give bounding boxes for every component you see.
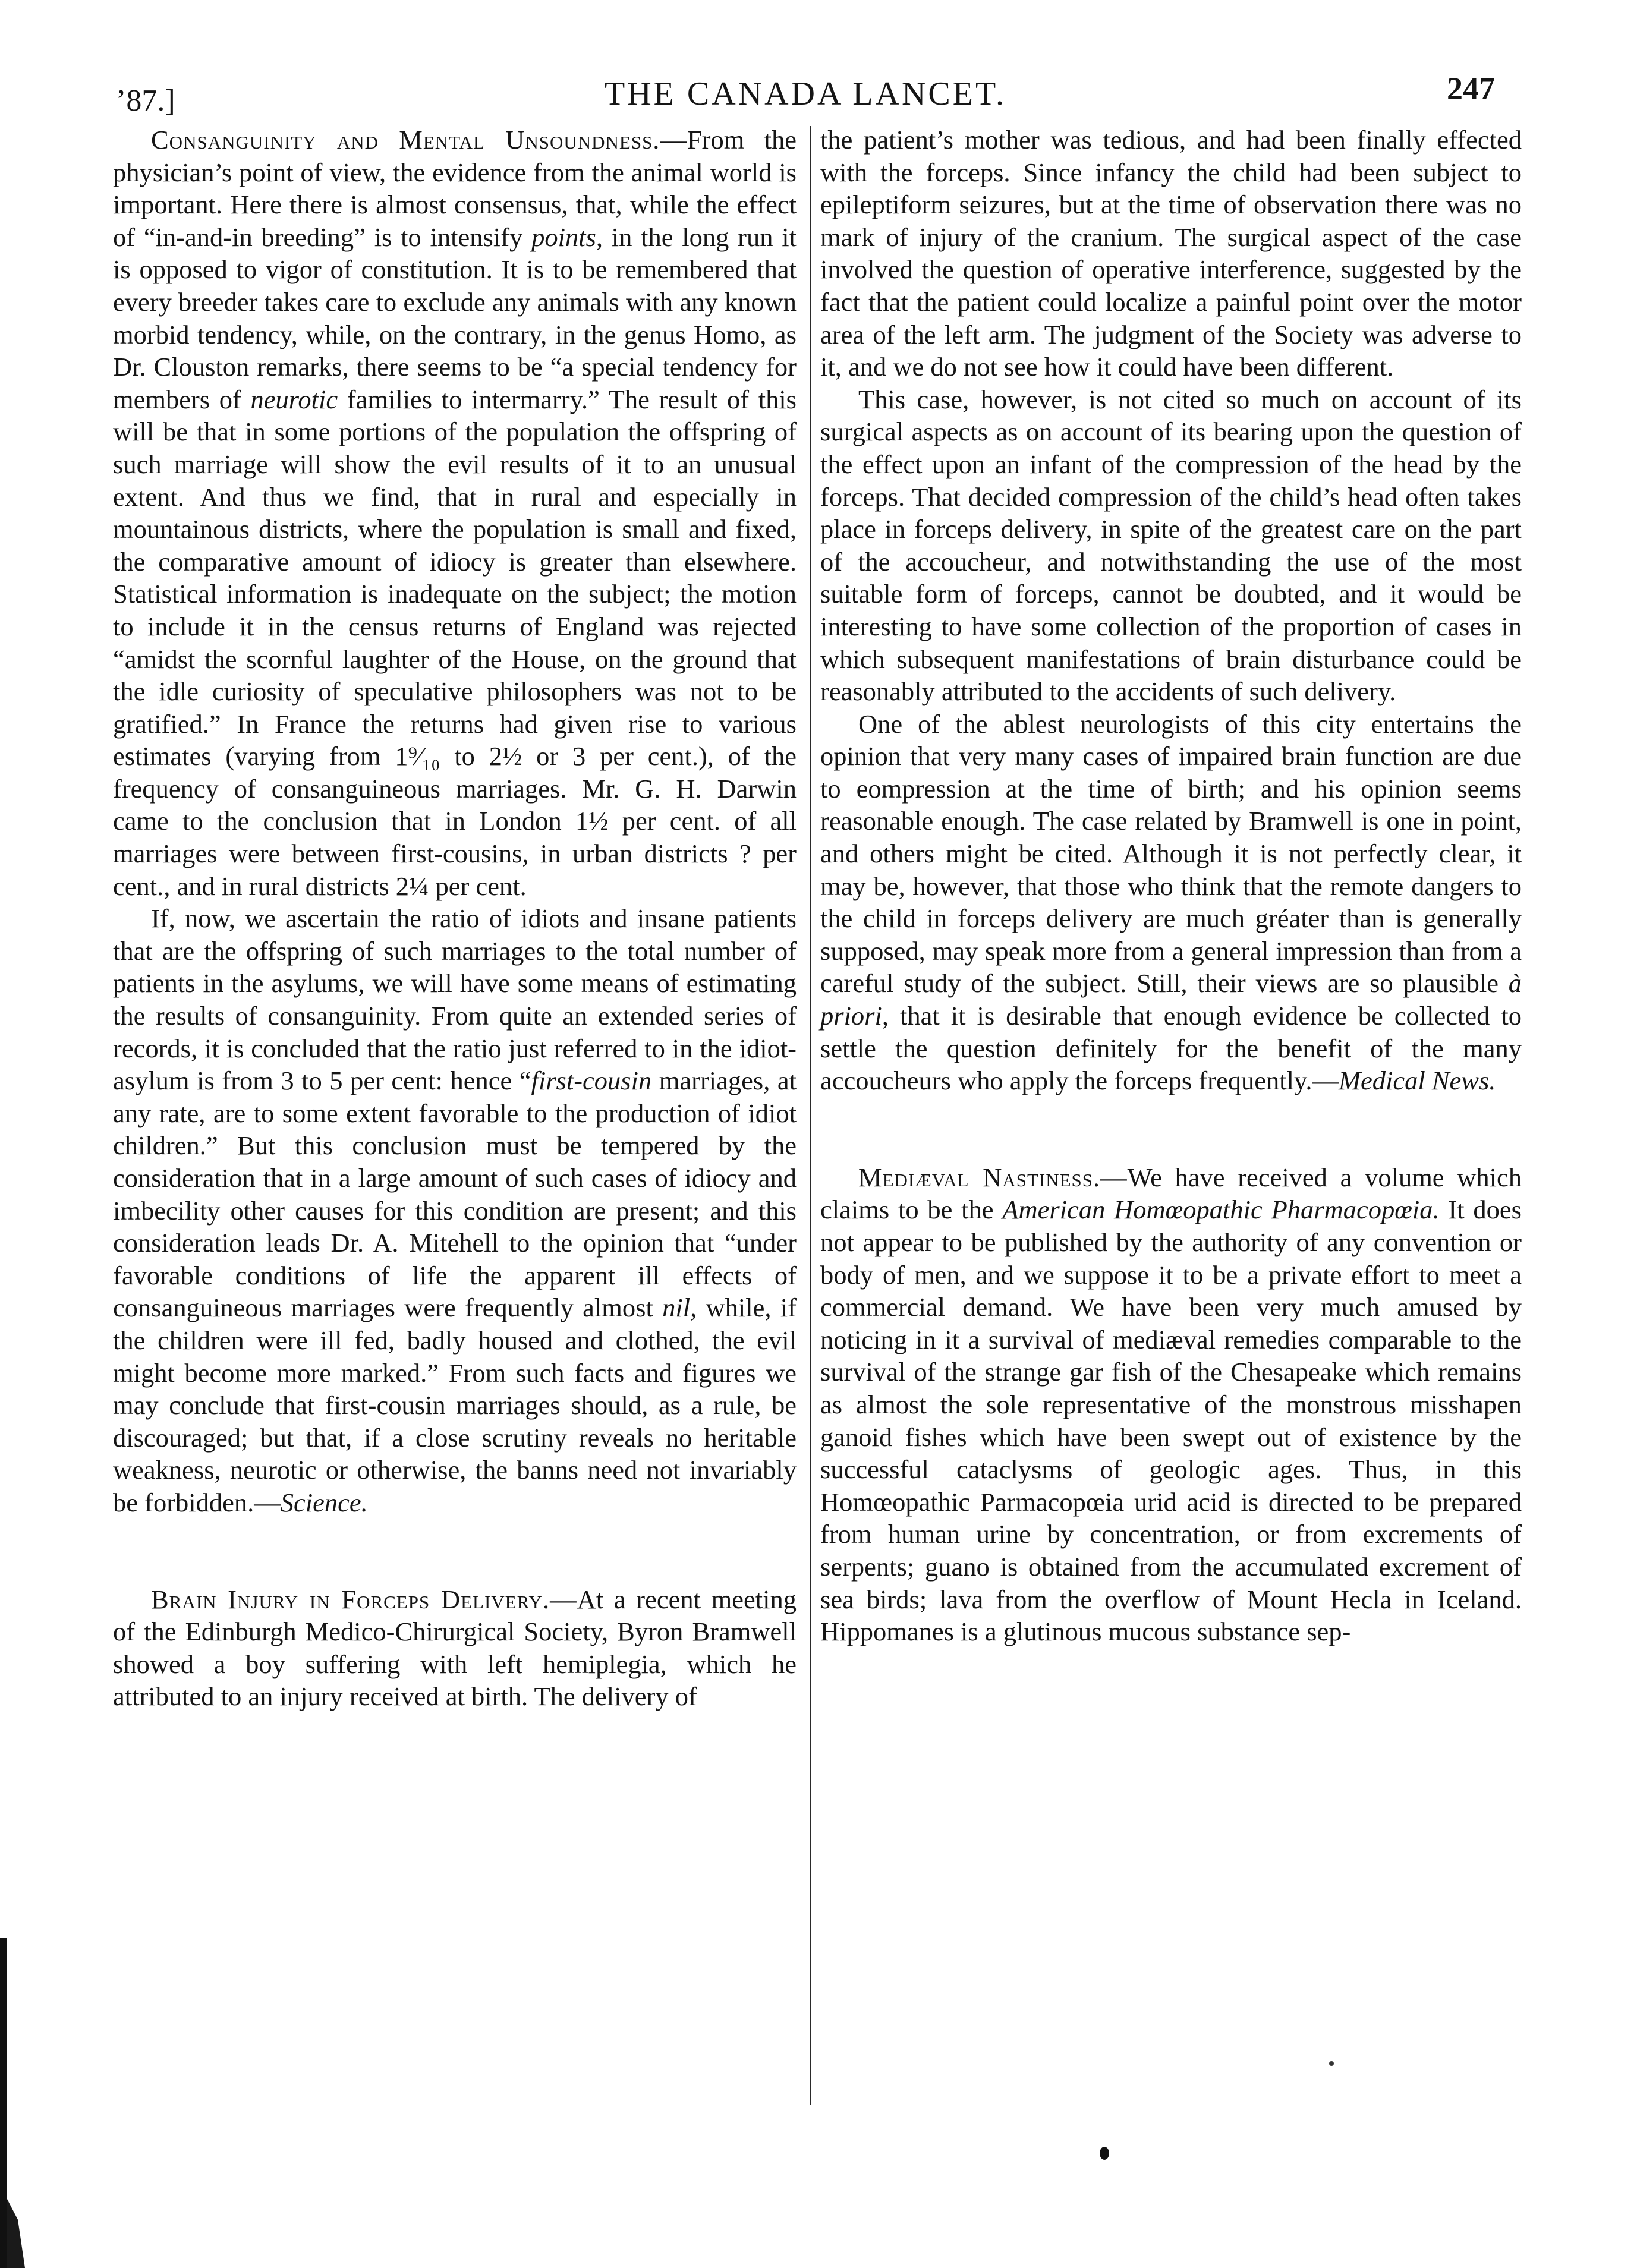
mediaeval-heading: Mediæval Nastiness.— (858, 1162, 1128, 1192)
journal-title: THE CANADA LANCET. (604, 75, 1007, 112)
consanguinity-heading: Consanguinity and Mental Unsoundness.— (151, 125, 687, 155)
column-divider (810, 126, 811, 2105)
brain-injury-heading: Brain Injury in Forceps Delivery.— (151, 1584, 577, 1614)
running-head (116, 70, 1495, 124)
brain-injury-paragraph-2: This case, however, is not cited so much on account of its surgical aspects as on account of its bearing upon the question of the effect upon an infant of the compression of the head by the forceps. That decided compression of the child’s head often takes place in forceps delivery, in spite of the greatest care on the part of the accoucheur, and notwithstanding the use of the most suitable form of forceps, cannot be doubted, and it would be interesting to have some collection of the proportion of cases in which subsequent manifestations of brain disturbance could be reasonably attributed to the accidents of such delivery. (820, 384, 1522, 707)
scan-binding-edge (0, 1938, 7, 2268)
page-number: 247 (1447, 71, 1495, 106)
brain-injury-continued: the patient’s mother was tedious, and had been finally effected with the forceps. Since infancy the child had been subject to epileptiform seizures, but at the time of observation there was no mark of injury of the cranium. The surgical aspect of the case involved the question of operative interference, suggested by the fact that the patient could localize a painful point over the motor area of the left arm. The judgment of the Society was adverse to it, and we do not see how it could have been different. (820, 125, 1522, 382)
scan-edge-mark (7, 2199, 25, 2268)
consanguinity-paragraph-1: Consanguinity and Mental Unsoundness.—From the physician’s point of view, the evidence from the animal world is important. Here there is almost consensus, that, while the effect of “in-and-in breeding” is to intensify points, in the long run it is opposed to vigor of constitution. It is to be remembered that every breeder takes care to exclude any animals with any known morbid tendency, while, on the contrary, in the genus Homo, as Dr. Clouston remarks, there seems to be “a special tendency for members of neurotic families to intermarry.” The result of this will be that in some portions of the population the offspring of such marriage will show the evil results of it to an unusual extent. And thus we find, that in rural and especially in mountainous districts, where the population is small and fixed, the comparative amount of idiocy is greater than elsewhere. Statistical information is inadequate on the subject; the motion to include it in the census returns of England was rejected “amidst the scornful laughter of the House, on the ground that the idle curiosity of speculative philosophers was not to be gratified.” In France the returns had given rise to various estimates (varying from 1⁹⁄₁₀ to 2½ or 3 per cent.), of the frequency of consanguineous marriages. Mr. G. H. Darwin came to the conclusion that in London 1½ per cent. of all marriages were between first-cousins, in urban districts ? per cent., and in rural districts 2¼ per cent. (113, 125, 797, 901)
brain-injury-paragraph-3: One of the ablest neurologists of this city entertains the opinion that very many cases of impaired brain function are due to eompression at the time of birth; and his opinion seems reasonable enough. The case related by Bramwell is one in point, and others might be cited. Although it is not perfectly clear, it may be, however, that those who think that the remote dangers to the child in forceps delivery are much gréater than is generally supposed, may speak more from a general impression than from a careful study of the subject. Still, their views are so plausible à priori, that it is desirable that enough evidence be collected to settle the question definitely for the benefit of the many accoucheurs who apply the forceps frequently.—Medical News. (820, 708, 1522, 1096)
ink-dot (1100, 2147, 1109, 2160)
ink-speck (1329, 2061, 1334, 2066)
mediaeval-paragraph-1: Mediæval Nastiness.—We have received a volume which claims to be the American Homœopathic Pharmacopœia. It does not appear to be published by the authority of any convention or body of men, and we suppose it to be a private effort to meet a commercial demand. We have been very much amused by noticing in it a survival of mediæval remedies comparable to the survival of the strange gar fish of the Chesapeake which remains as almost the sole representative of the monstrous misshapen ganoid fishes which have been swept out of existence by the successful cataclysms of geologic ages. Thus, in this Homœopathic Parmacopœia urid acid is directed to be prepared from human urine by concentration, or from excrements of serpents; guano is obtained from the accumulated excrement of sea birds; lava from the overflow of Mount Hecla in Iceland. Hippomanes is a glutinous mucous substance sep- (820, 1162, 1522, 1647)
brain-injury-paragraph-1: Brain Injury in Forceps Delivery.—At a recent meeting of the Edinburgh Medico-Chirurgical Society, Byron Bramwell showed a boy suffering with left hemiplegia, which he attributed to an injury received at birth. The delivery of (113, 1584, 797, 1712)
left-column (113, 124, 797, 1713)
article-break (820, 1097, 1522, 1161)
right-column (820, 124, 1522, 1648)
brain-injury-source: Medical News. (1338, 1066, 1496, 1096)
volume-year: ’87.] (116, 84, 175, 118)
consanguinity-paragraph-2: If, now, we ascertain the ratio of idiots and insane patients that are the offspring of such marriages to the total number of patients in the asylums, we will have some means of estimating the results of consanguinity. From quite an extended series of records, it is concluded that the ratio just referred to in the idiot-asylum is from 3 to 5 per cent: hence “first-cousin marriages, at any rate, are to some extent favorable to the production of idiot children.” But this conclusion must be tempered by the consideration that in a large amount of such cases of idiocy and imbecility other causes for this condition are present; and this consideration leads Dr. A. Mitehell to the opinion that “under favorable conditions of life the apparent ill effects of consanguineous marriages were frequently almost nil, while, if the children were ill fed, badly housed and clothed, the evil might become more marked.” From such facts and figures we may conclude that first-cousin marriages should, as a rule, be discouraged; but that, if a close scrutiny reveals no heritable weakness, neurotic or otherwise, the banns need not invariably be forbidden.—Science. (113, 903, 797, 1517)
consanguinity-source: Science. (280, 1487, 368, 1517)
article-break (113, 1519, 797, 1583)
